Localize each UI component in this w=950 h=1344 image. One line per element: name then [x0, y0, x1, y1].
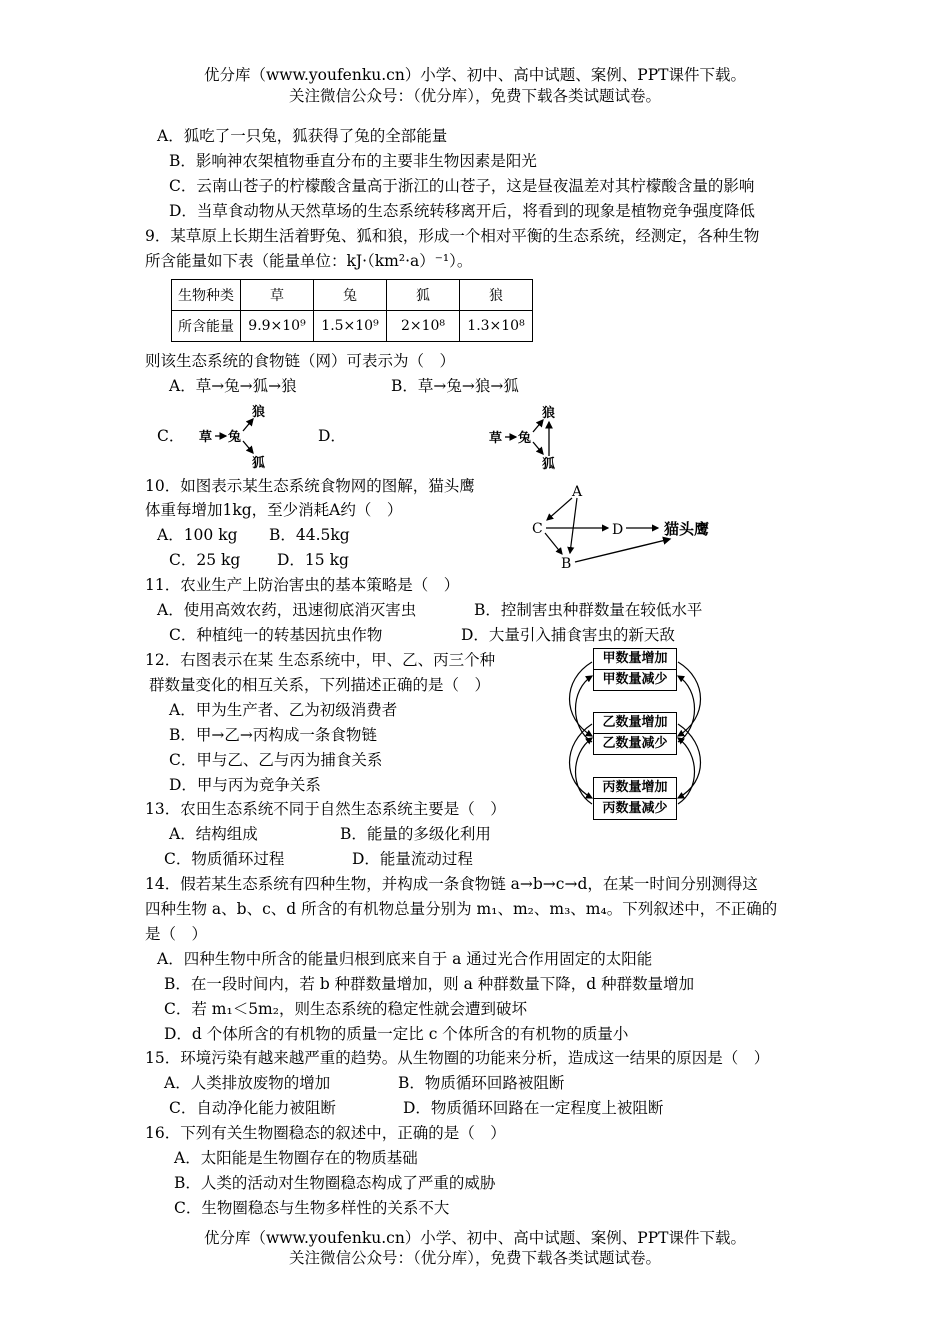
q11-stem: 11．农业生产上防治害虫的基本策略是（ ）	[145, 576, 460, 594]
table-cell: 9.9×10⁹	[241, 311, 314, 342]
table-cell: 1.5×10⁹	[314, 311, 387, 342]
wolf-label: 狼	[252, 405, 266, 420]
q15-option-b: B．物质循环回路被阻断	[398, 1074, 565, 1092]
q16-option-a: A．太阳能是生物圈存在的物质基础	[174, 1149, 418, 1167]
node-a: A	[572, 484, 583, 500]
grass-label: 草	[489, 431, 503, 446]
table-row	[172, 280, 533, 311]
food-web-diagram-d	[486, 400, 566, 472]
q15-option-a: A．人类排放废物的增加	[164, 1074, 331, 1092]
q9-stem-line-2: 所含能量如下表（能量单位：kJ·（km²·a）⁻¹）。	[145, 252, 473, 270]
node-owl: 猫头鹰	[664, 520, 710, 538]
node-b: B	[561, 556, 572, 572]
q13-option-a: A．结构组成	[169, 825, 258, 843]
table-cell: 2×10⁸	[387, 311, 460, 342]
q14-stem-line-3: 是（ ）	[145, 925, 208, 943]
energy-table	[171, 279, 533, 342]
footer-line-2: 关注微信公众号：（优分库），免费下载各类试题试卷。	[288, 1249, 661, 1267]
fox-label: 狐	[542, 457, 556, 472]
q13-option-d: D．能量流动过程	[352, 850, 473, 868]
q12-option-b: B．甲→乙→丙构成一条食物链	[169, 726, 377, 744]
jia-decrease-label: 甲数量减少	[594, 669, 676, 690]
table-cell: 生物种类	[172, 280, 241, 311]
q10-option-a: A．100 kg	[157, 526, 238, 544]
q14-stem-line-1: 14．假若某生态系统有四种生物，并构成一条食物链 a→b→c→d，在某一时间分别测得这	[145, 875, 758, 893]
q10-option-d: D．15 kg	[277, 551, 349, 569]
q10-stem-line-1: 10．如图表示某生态系统食物网的图解，猫头鹰	[145, 477, 475, 495]
table-row	[172, 311, 533, 342]
rabbit-label: 兔	[518, 431, 532, 446]
q11-option-a: A．使用高效农药，迅速彻底消灭害虫	[157, 601, 417, 619]
q10-option-b: B．44.5kg	[269, 526, 350, 544]
wolf-label: 狼	[542, 406, 556, 421]
yi-increase-label: 乙数量增加	[602, 715, 668, 730]
jia-population-box	[593, 648, 677, 691]
q13-option-c: C．物质循环过程	[164, 850, 285, 868]
q8-option-a: A．狐吃了一只兔，狐获得了兔的全部能量	[157, 127, 448, 145]
q16-option-c: C．生物圈稳态与生物多样性的关系不大	[174, 1199, 450, 1217]
q15-option-d: D．物质循环回路在一定程度上被阻断	[403, 1099, 664, 1117]
q9-option-c: C．	[157, 427, 185, 445]
yi-population-box	[593, 712, 677, 755]
node-d: D	[612, 522, 624, 538]
q11-option-d: D．大量引入捕食害虫的新天敌	[461, 626, 675, 644]
jia-increase-label: 甲数量增加	[602, 651, 668, 666]
q13-option-b: B．能量的多级化利用	[340, 825, 491, 843]
q14-option-b: B．在一段时间内，若 b 种群数量增加，则 a 种群数量下降，d 种群数量增加	[164, 975, 695, 993]
yi-decrease-label: 乙数量减少	[594, 733, 676, 754]
q12-stem-line-2: 群数量变化的相互关系，下列描述正确的是（ ）	[149, 676, 491, 694]
bing-population-box	[593, 777, 677, 820]
table-cell: 兔	[314, 280, 387, 311]
table-cell: 狐	[387, 280, 460, 311]
q16-stem: 16．下列有关生物圈稳态的叙述中，正确的是（ ）	[145, 1124, 506, 1142]
q15-stem: 15．环境污染有越来越严重的趋势。从生物圈的功能来分析，造成这一结果的原因是（ ）	[145, 1049, 770, 1067]
q12-stem-line-1: 12．右图表示在某 生态系统中，甲、乙、丙三个种	[145, 651, 496, 669]
q14-stem-line-2: 四种生物 a、b、c、d 所含的有机物总量分别为 m₁、m₂、m₃、m₄。下列叙述中，不正确的	[145, 900, 778, 918]
q9-option-a: A．草→兔→狐→狼	[169, 377, 297, 395]
node-c: C	[532, 521, 543, 537]
bing-increase-label: 丙数量增加	[602, 780, 668, 795]
q9-option-b: B．草→兔→狼→狐	[391, 377, 519, 395]
q10-option-c: C．25 kg	[169, 551, 241, 569]
q9-stem-line-1: 9．某草原上长期生活着野兔、狐和狼，形成一个相对平衡的生态系统，经测定，各种生物	[145, 227, 760, 245]
rabbit-label: 兔	[228, 430, 242, 445]
q8-option-d: D．当草食动物从天然草场的生态系统转移离开后，将看到的现象是植物竞争强度降低	[169, 202, 755, 220]
food-web-diagram-c	[195, 400, 275, 472]
table-cell: 所含能量	[172, 311, 241, 342]
table-cell: 狼	[460, 280, 533, 311]
q9-option-d: D．	[318, 427, 346, 445]
q14-option-d: D．d 个体所含的有机物的质量一定比 c 个体所含的有机物的质量小	[164, 1025, 629, 1043]
q13-stem: 13．农田生态系统不同于自然生态系统主要是（ ）	[145, 800, 506, 818]
fox-label: 狐	[252, 456, 266, 471]
owl-food-web-diagram	[530, 483, 745, 573]
q12-option-a: A．甲为生产者、乙为初级消费者	[169, 701, 398, 719]
q14-option-c: C．若 m₁＜5m₂，则生态系统的稳定性就会遭到破坏	[164, 1000, 527, 1018]
q15-option-c: C．自动净化能力被阻断	[169, 1099, 336, 1117]
table-cell: 草	[241, 280, 314, 311]
q16-option-b: B．人类的活动对生物圈稳态构成了严重的威胁	[174, 1174, 496, 1192]
q14-option-a: A．四种生物中所含的能量归根到底来自于 a 通过光合作用固定的太阳能	[157, 950, 653, 968]
q11-option-c: C．种植纯一的转基因抗虫作物	[169, 626, 383, 644]
table-cell: 1.3×10⁸	[460, 311, 533, 342]
q12-option-d: D．甲与丙为竞争关系	[169, 776, 321, 794]
footer-line-1: 优分库（www.youfenku.cn）小学、初中、高中试题、案例、PPT课件下载。	[203, 1229, 747, 1247]
q10-stem-line-2: 体重每增加1kg，至少消耗A约（ ）	[145, 501, 403, 519]
q8-option-b: B．影响神农架植物垂直分布的主要非生物因素是阳光	[169, 152, 537, 170]
grass-label: 草	[199, 430, 213, 445]
q12-option-c: C．甲与乙、乙与丙为捕食关系	[169, 751, 383, 769]
bing-decrease-label: 丙数量减少	[594, 798, 676, 819]
header-line-1: 优分库（www.youfenku.cn）小学、初中、高中试题、案例、PPT课件下载。	[203, 66, 747, 84]
q11-option-b: B．控制害虫种群数量在较低水平	[474, 601, 703, 619]
q9-question: 则该生态系统的食物链（网）可表示为（ ）	[145, 352, 456, 370]
q8-option-c: C．云南山苍子的柠檬酸含量高于浙江的山苍子，这是昼夜温差对其柠檬酸含量的影响	[169, 177, 755, 195]
header-line-2: 关注微信公众号：（优分库），免费下载各类试题试卷。	[288, 87, 661, 105]
